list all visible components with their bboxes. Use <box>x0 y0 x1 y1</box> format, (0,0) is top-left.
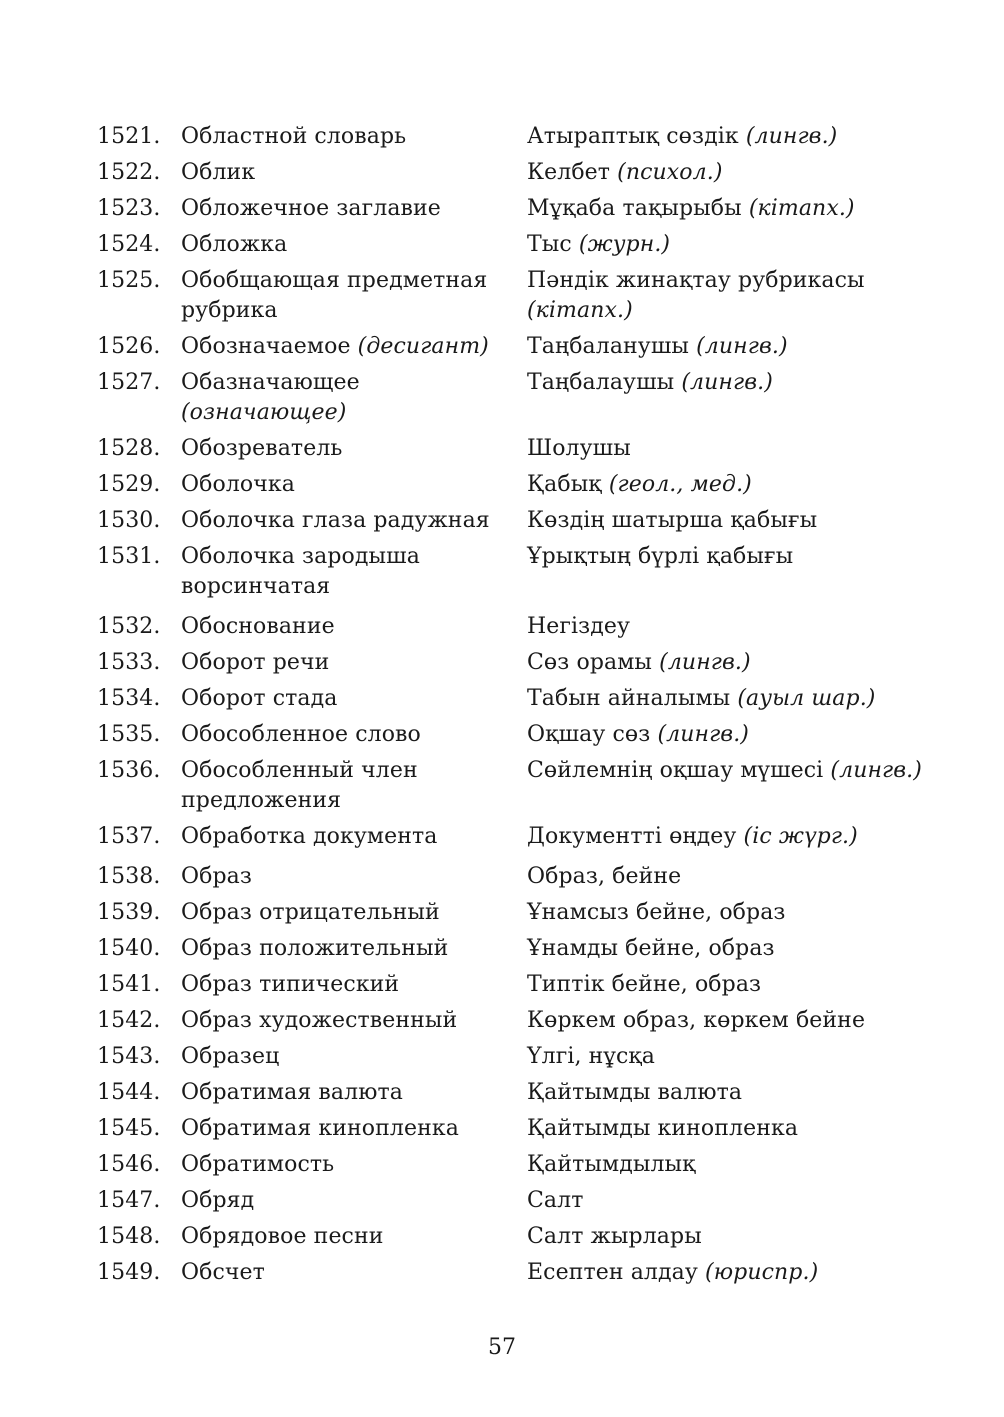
entry-row <box>97 470 927 500</box>
kazakh-term-text: Көздің шатырша қабығы <box>527 508 818 533</box>
kazakh-term <box>527 970 927 1000</box>
entry-row <box>97 368 927 428</box>
entry-number: 1536. <box>97 758 161 783</box>
russian-term-text: Обособленное слово <box>181 722 421 747</box>
russian-term <box>181 862 527 892</box>
kazakh-term-text: Ұнамды бейне, образ <box>527 936 775 961</box>
entry-number: 1533. <box>97 650 161 675</box>
entry-number: 1545. <box>97 1116 161 1141</box>
russian-term-text: Обряд <box>181 1188 255 1213</box>
russian-term-text: Обратимость <box>181 1152 335 1177</box>
kazakh-term-text: Негіздеу <box>527 614 631 639</box>
kazakh-term <box>527 1078 927 1108</box>
entry-row <box>97 862 927 892</box>
russian-term <box>181 122 527 152</box>
kazakh-term-text: Үлгі, нұсқа <box>527 1044 656 1069</box>
kazakh-term-text: Типтік бейне, образ <box>527 972 762 997</box>
kazakh-term-text: Сөз орамы <box>527 650 653 675</box>
entry-row <box>97 756 927 816</box>
entry-number: 1526. <box>97 334 161 359</box>
russian-term <box>181 1222 527 1252</box>
russian-term-text: Областной словарь <box>181 124 407 149</box>
russian-term-text: Обратимая кинопленка <box>181 1116 459 1141</box>
russian-term-text: Оболочка глаза радужная <box>181 508 490 533</box>
kazakh-term <box>527 898 927 928</box>
entry-number: 1538. <box>97 864 161 889</box>
russian-term <box>181 1114 527 1144</box>
kazakh-term-text: Келбет <box>527 160 611 185</box>
kazakh-term <box>527 612 927 642</box>
entry-row <box>97 1078 927 1108</box>
russian-term <box>181 434 527 464</box>
entry-number: 1541. <box>97 972 161 997</box>
kazakh-term-note: (лингв.) <box>681 370 773 395</box>
entry-number: 1548. <box>97 1224 161 1249</box>
kazakh-term-note: (кітапх.) <box>527 298 633 323</box>
entry-row <box>97 1186 927 1216</box>
entry-row <box>97 1150 927 1180</box>
kazakh-term-note: (лингв.) <box>659 650 751 675</box>
kazakh-term-note: (кітапх.) <box>748 196 855 221</box>
kazakh-term-text: Есептен алдау <box>527 1260 698 1285</box>
kazakh-term-text: Мұқаба тақырыбы <box>527 196 742 221</box>
russian-term <box>181 194 527 224</box>
entry-row <box>97 1258 927 1288</box>
kazakh-term <box>527 194 927 224</box>
russian-term <box>181 1186 527 1216</box>
kazakh-term-text: Қайтымды валюта <box>527 1080 743 1105</box>
russian-term-text: Оболочка <box>181 472 295 497</box>
entry-number: 1521. <box>97 124 161 149</box>
russian-term-text: Обозначаемое <box>181 334 351 359</box>
russian-term <box>181 1006 527 1036</box>
entry-number: 1532. <box>97 614 161 639</box>
russian-term-text: Образ <box>181 864 252 889</box>
entry-number: 1527. <box>97 370 161 395</box>
entry-row <box>97 266 927 326</box>
kazakh-term-text: Оқшау сөз <box>527 722 651 747</box>
kazakh-term <box>527 1150 927 1180</box>
russian-term <box>181 1042 527 1072</box>
kazakh-term-text: Тыс <box>527 232 572 257</box>
kazakh-term <box>527 862 927 892</box>
entry-number: 1524. <box>97 232 161 257</box>
kazakh-term <box>527 1258 927 1288</box>
entry-row <box>97 506 927 536</box>
entry-number: 1523. <box>97 196 161 221</box>
russian-term <box>181 1258 527 1288</box>
kazakh-term <box>527 1114 927 1144</box>
kazakh-term <box>527 434 927 464</box>
russian-term <box>181 822 527 852</box>
kazakh-term-note: (ауыл шар.) <box>737 686 876 711</box>
kazakh-term-text: Шолушы <box>527 436 631 461</box>
kazakh-term <box>527 684 927 714</box>
entry-number: 1525. <box>97 268 161 293</box>
russian-term-text: Образ типический <box>181 972 400 997</box>
kazakh-term <box>527 368 927 398</box>
kazakh-term-note: (юриспр.) <box>705 1260 819 1285</box>
kazakh-term-note: (лингв.) <box>830 758 922 783</box>
entry-number: 1546. <box>97 1152 161 1177</box>
russian-term <box>181 542 527 602</box>
kazakh-term-note: (іс жүрг.) <box>743 824 858 849</box>
entry-row <box>97 684 927 714</box>
entry-number: 1547. <box>97 1188 161 1213</box>
entry-number: 1534. <box>97 686 161 711</box>
kazakh-term-text: Таңбаланушы <box>527 334 690 359</box>
kazakh-term <box>527 1006 927 1036</box>
kazakh-term-text: Көркем образ, көркем бейне <box>527 1008 866 1033</box>
entry-row <box>97 434 927 464</box>
kazakh-term <box>527 934 927 964</box>
kazakh-term-text: Салт <box>527 1188 584 1213</box>
russian-term-text: Образец <box>181 1044 280 1069</box>
entry-row <box>97 1222 927 1252</box>
kazakh-term <box>527 1222 927 1252</box>
kazakh-term-note: (лингв.) <box>696 334 788 359</box>
entry-number: 1549. <box>97 1260 161 1285</box>
entry-row <box>97 230 927 260</box>
russian-term <box>181 756 527 816</box>
entry-number: 1530. <box>97 508 161 533</box>
entry-list <box>97 122 927 1294</box>
russian-term-note: (десигант) <box>357 334 489 359</box>
russian-term <box>181 332 527 362</box>
russian-term <box>181 266 527 326</box>
entry-row <box>97 194 927 224</box>
russian-term-text: Обрядовое песни <box>181 1224 384 1249</box>
entry-row <box>97 1114 927 1144</box>
russian-term-text: Обобщающая предметная рубрика <box>181 268 488 323</box>
entry-number: 1537. <box>97 824 161 849</box>
entry-row <box>97 1006 927 1036</box>
kazakh-term <box>527 122 927 152</box>
entry-row <box>97 122 927 152</box>
kazakh-term <box>527 756 927 786</box>
entry-number: 1522. <box>97 160 161 185</box>
page-number: 57 <box>488 1335 516 1360</box>
russian-term <box>181 720 527 750</box>
russian-term-text: Образ положительный <box>181 936 449 961</box>
russian-term-text: Оборот стада <box>181 686 338 711</box>
russian-term <box>181 898 527 928</box>
entry-number: 1542. <box>97 1008 161 1033</box>
entry-number: 1540. <box>97 936 161 961</box>
russian-term-text: Обазначающее <box>181 370 360 395</box>
russian-term <box>181 158 527 188</box>
kazakh-term-note: (журн.) <box>578 232 671 257</box>
russian-term-note: (означающее) <box>181 400 347 425</box>
kazakh-term-text: Қайтымды кинопленка <box>527 1116 799 1141</box>
kazakh-term-text: Атыраптық сөздік <box>527 124 739 149</box>
russian-term <box>181 684 527 714</box>
entry-row <box>97 1042 927 1072</box>
entry-row <box>97 612 927 642</box>
entry-number: 1529. <box>97 472 161 497</box>
entry-row <box>97 898 927 928</box>
russian-term-text: Обработка документа <box>181 824 438 849</box>
russian-term-text: Обсчет <box>181 1260 265 1285</box>
entry-row <box>97 158 927 188</box>
kazakh-term <box>527 158 927 188</box>
kazakh-term <box>527 648 927 678</box>
kazakh-term-text: Таңбалаушы <box>527 370 675 395</box>
entry-row <box>97 332 927 362</box>
entry-row <box>97 934 927 964</box>
kazakh-term-note: (геол., мед.) <box>608 472 752 497</box>
kazakh-term-note: (лингв.) <box>657 722 749 747</box>
entry-number: 1544. <box>97 1080 161 1105</box>
kazakh-term-text: Сөйлемнің оқшау мүшесі <box>527 758 824 783</box>
kazakh-term <box>527 720 927 750</box>
entry-row <box>97 822 927 852</box>
kazakh-term-text: Қабық <box>527 472 602 497</box>
entry-row <box>97 720 927 750</box>
kazakh-term <box>527 230 927 260</box>
russian-term-text: Образ отрицательный <box>181 900 440 925</box>
entry-row <box>97 648 927 678</box>
russian-term-text: Облик <box>181 160 256 185</box>
kazakh-term <box>527 1042 927 1072</box>
kazakh-term <box>527 542 927 572</box>
russian-term <box>181 934 527 964</box>
kazakh-term <box>527 1186 927 1216</box>
russian-term-text: Оболочка зародыша ворсинчатая <box>181 544 420 599</box>
kazakh-term-text: Салт жырлары <box>527 1224 702 1249</box>
entry-row <box>97 542 927 602</box>
kazakh-term-note: (лингв.) <box>745 124 838 149</box>
russian-term-text: Образ художественный <box>181 1008 458 1033</box>
entry-number: 1535. <box>97 722 161 747</box>
entry-row <box>97 970 927 1000</box>
entry-number: 1531. <box>97 544 161 569</box>
russian-term <box>181 230 527 260</box>
kazakh-term <box>527 822 927 852</box>
russian-term-text: Обоснование <box>181 614 335 639</box>
kazakh-term <box>527 470 927 500</box>
kazakh-term-note: (психол.) <box>617 160 723 185</box>
russian-term-text: Обложечное заглавие <box>181 196 441 221</box>
russian-term <box>181 1150 527 1180</box>
russian-term-text: Обратимая валюта <box>181 1080 403 1105</box>
kazakh-term-text: Ұнамсыз бейне, образ <box>527 900 786 925</box>
kazakh-term <box>527 506 927 536</box>
kazakh-term-text: Қайтымдылық <box>527 1152 696 1177</box>
kazakh-term <box>527 266 927 326</box>
kazakh-term-text: Образ, бейне <box>527 864 682 889</box>
kazakh-term <box>527 332 927 362</box>
russian-term <box>181 470 527 500</box>
russian-term <box>181 1078 527 1108</box>
entry-number: 1539. <box>97 900 161 925</box>
kazakh-term-text: Пәндік жинақтау рубрикасы <box>527 268 865 293</box>
kazakh-term-text: Табын айналымы <box>527 686 731 711</box>
russian-term-text: Обозреватель <box>181 436 343 461</box>
russian-term-text: Обособленный член предложения <box>181 758 418 813</box>
kazakh-term-text: Документті өңдеу <box>527 824 737 849</box>
russian-term-text: Обложка <box>181 232 288 257</box>
russian-term <box>181 612 527 642</box>
russian-term <box>181 970 527 1000</box>
entry-number: 1543. <box>97 1044 161 1069</box>
russian-term <box>181 506 527 536</box>
russian-term-text: Оборот речи <box>181 650 330 675</box>
entry-number: 1528. <box>97 436 161 461</box>
russian-term <box>181 648 527 678</box>
kazakh-term-text: Ұрықтың бүрлі қабығы <box>527 544 794 569</box>
russian-term <box>181 368 527 428</box>
